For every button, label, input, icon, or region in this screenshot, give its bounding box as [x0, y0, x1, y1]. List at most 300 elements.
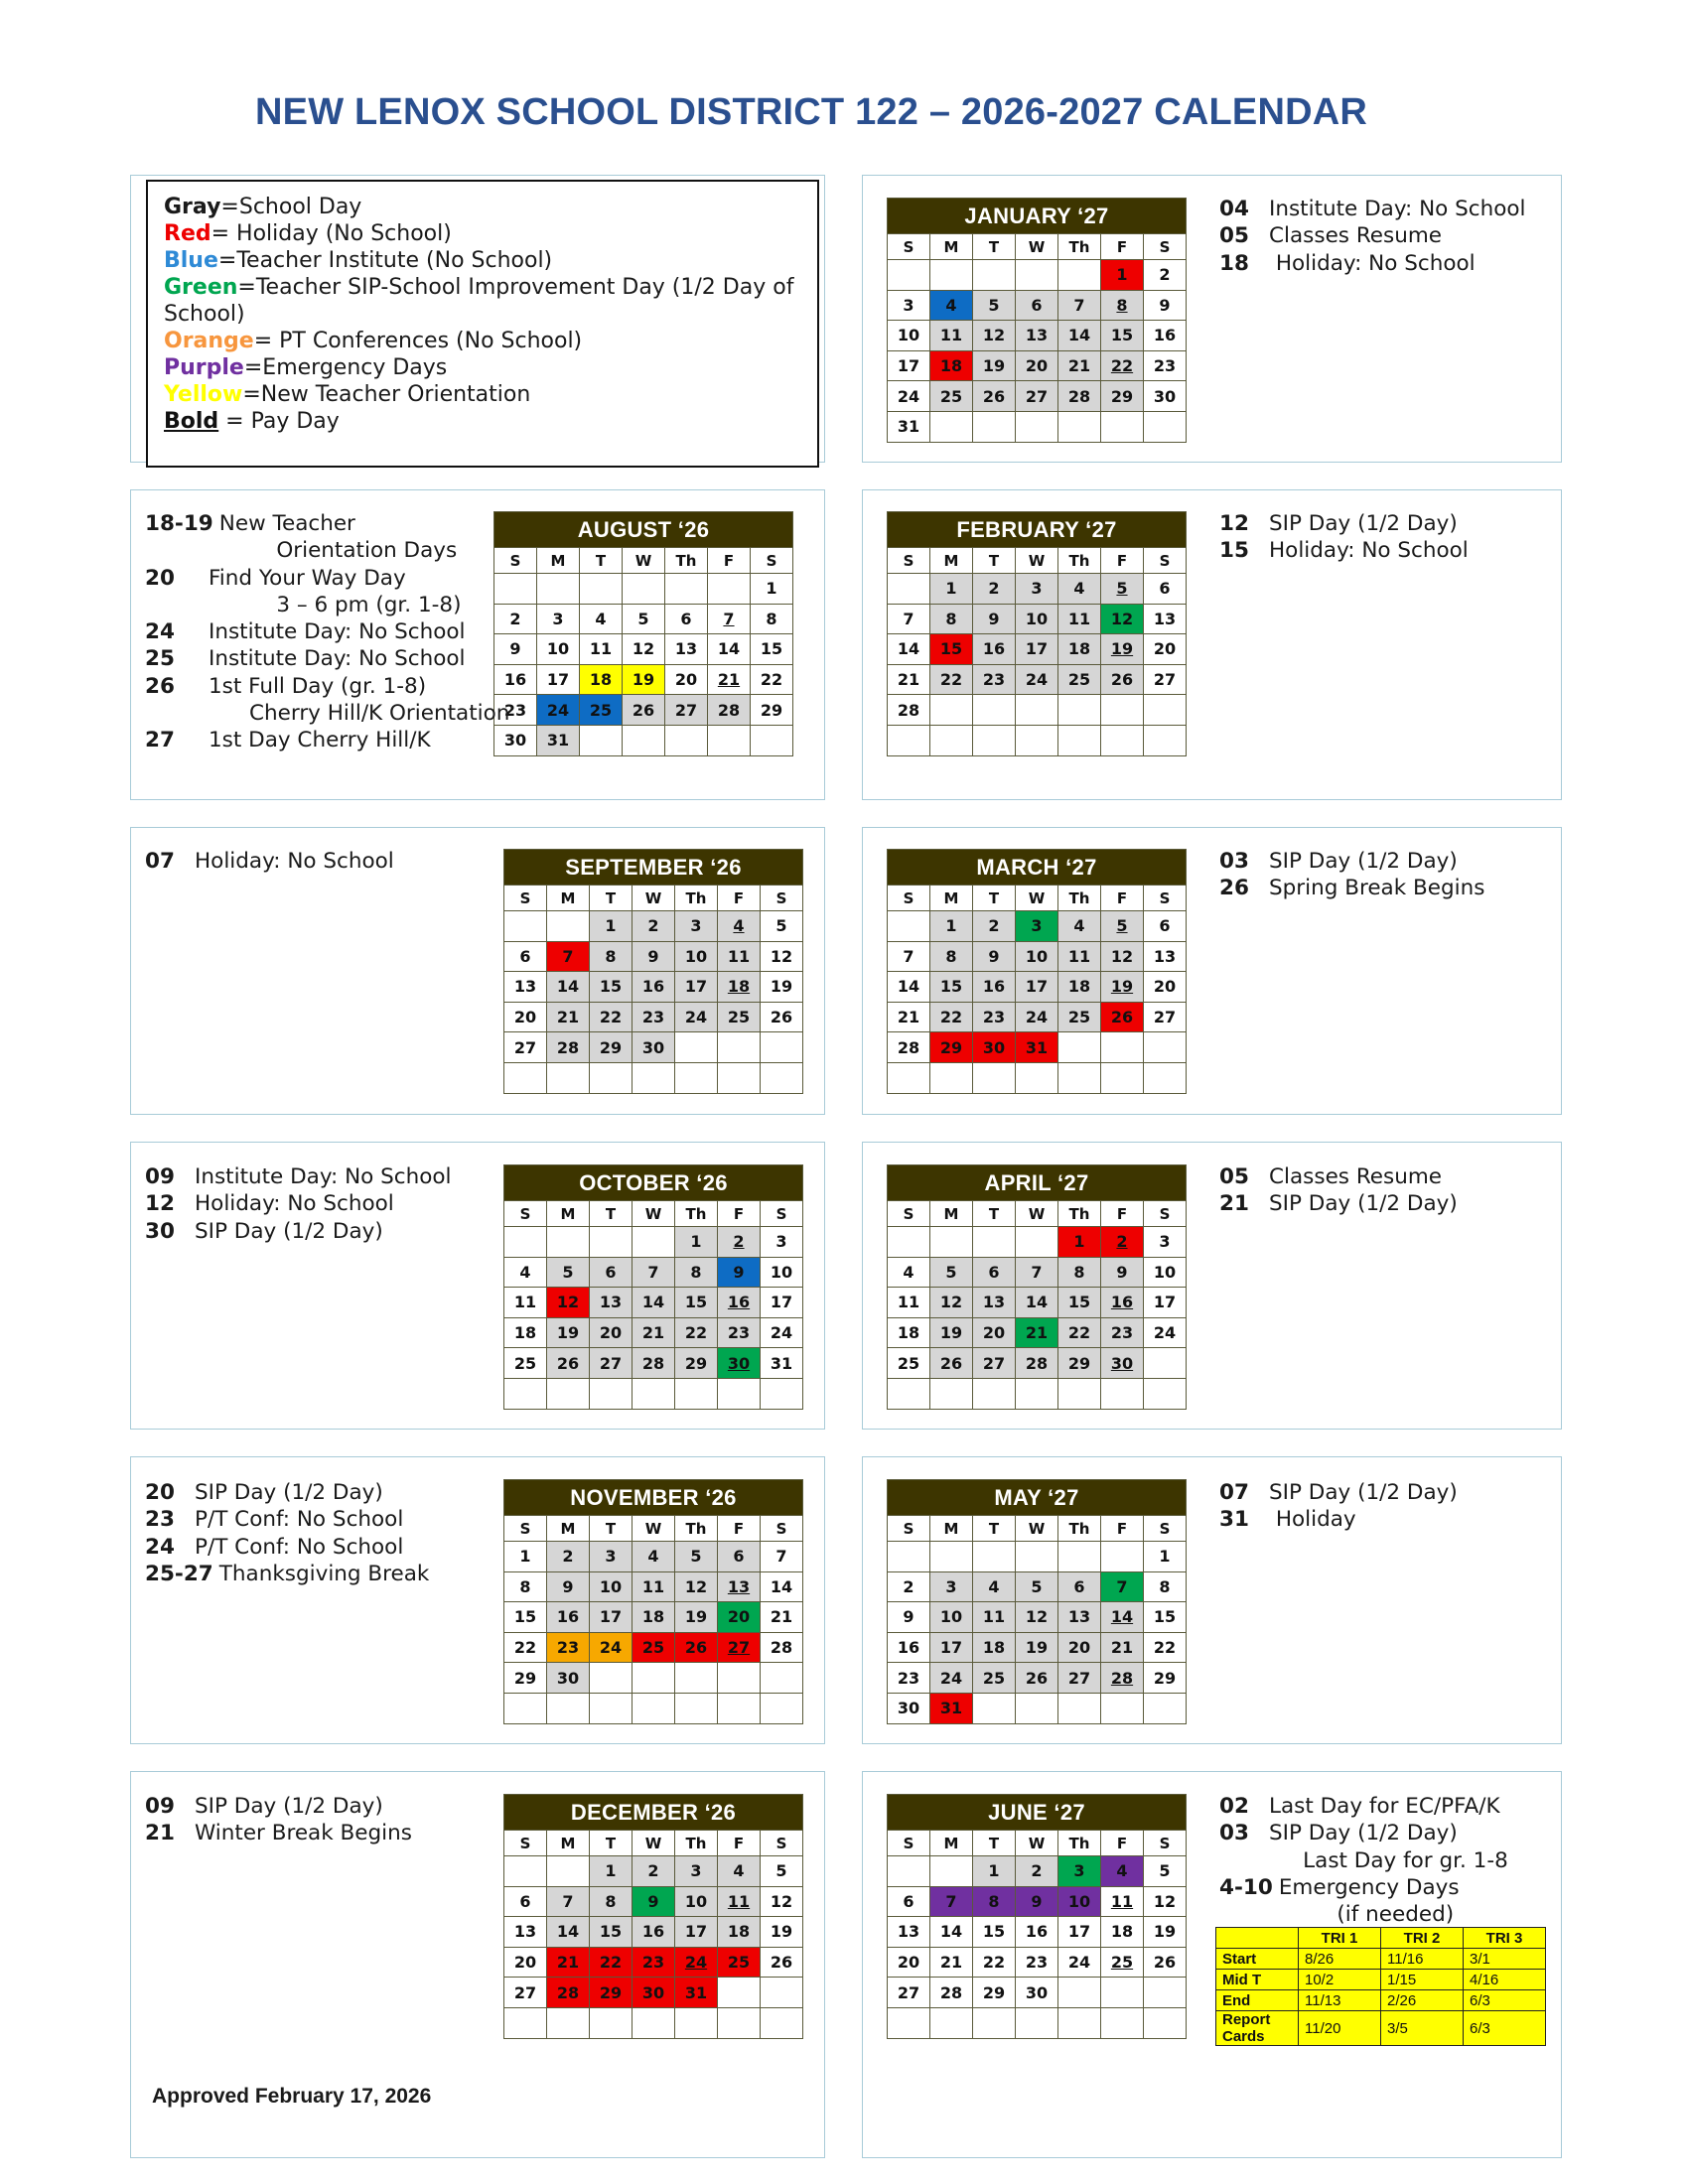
event-item: [1219, 537, 1469, 564]
weekday-label: Th: [1058, 548, 1101, 574]
day-cell: 28: [547, 1032, 590, 1063]
day-cell: 25: [973, 1663, 1016, 1694]
day-cell: 10: [761, 1257, 803, 1288]
week-row: [888, 725, 1187, 755]
day-cell: 23: [973, 1002, 1016, 1032]
day-cell: 23: [494, 695, 537, 726]
day-cell: 18: [1101, 1917, 1144, 1948]
legend-text: =School Day: [220, 195, 362, 219]
day-cell: 31: [761, 1348, 803, 1379]
weekday-label: W: [1016, 1201, 1058, 1227]
day-cell: [547, 1227, 590, 1258]
day-cell: [888, 574, 930, 605]
week-row: [888, 1227, 1187, 1258]
trimester-cell: 11/16: [1381, 1949, 1464, 1970]
day-cell: 19: [675, 1602, 718, 1633]
day-cell: 27: [1144, 664, 1187, 695]
day-cell: 17: [1058, 1917, 1101, 1948]
calendar-august-26: [493, 511, 793, 756]
day-cell: 2: [1016, 1856, 1058, 1887]
day-cell: [751, 725, 793, 755]
month-header-row: [888, 1480, 1187, 1516]
day-cell: 23: [973, 664, 1016, 695]
day-cell: 6: [665, 604, 708, 634]
week-row: [888, 1947, 1187, 1978]
day-cell: 11: [1058, 604, 1101, 634]
trimester-cell: 6/3: [1464, 1990, 1546, 2011]
trimester-cell: 8/26: [1299, 1949, 1381, 1970]
day-cell: 7: [888, 604, 930, 634]
event-item: [1219, 196, 1526, 222]
weekday-label: F: [1101, 886, 1144, 911]
event-date: [145, 537, 209, 564]
day-cell: 24: [675, 1947, 718, 1978]
month-name: NOVEMBER ‘26: [504, 1480, 803, 1516]
event-date: 25-27: [145, 1561, 213, 1586]
week-row: [504, 1571, 803, 1602]
day-cell: 13: [1016, 321, 1058, 351]
day-cell: 18: [888, 1317, 930, 1348]
weekday-row: [888, 234, 1187, 260]
day-cell: [675, 1062, 718, 1093]
day-cell: [1144, 2007, 1187, 2038]
day-cell: 24: [1016, 1002, 1058, 1032]
day-cell: 7: [633, 1257, 675, 1288]
day-cell: [1058, 1378, 1101, 1409]
day-cell: 12: [973, 321, 1016, 351]
day-cell: [973, 695, 1016, 726]
day-cell: 30: [547, 1663, 590, 1694]
event-item: [1219, 1506, 1458, 1533]
week-row: [888, 972, 1187, 1003]
day-cell: 11: [718, 941, 761, 972]
event-item: [145, 618, 509, 645]
legend-text: = PT Conferences (No School): [253, 329, 583, 353]
day-cell: 27: [1016, 381, 1058, 412]
day-cell: [1016, 1693, 1058, 1723]
day-cell: 22: [675, 1317, 718, 1348]
day-cell: 5: [930, 1257, 973, 1288]
day-cell: 8: [590, 1886, 633, 1917]
day-cell: [888, 725, 930, 755]
calendar-april-27: [887, 1164, 1187, 1410]
day-cell: 9: [1101, 1257, 1144, 1288]
legend-key: Blue: [164, 248, 218, 273]
day-cell: 8: [973, 1886, 1016, 1917]
event-item: [1219, 1793, 1508, 1820]
day-cell: 27: [1144, 1002, 1187, 1032]
day-cell: 23: [1016, 1947, 1058, 1978]
day-cell: 14: [547, 1917, 590, 1948]
day-cell: 29: [675, 1348, 718, 1379]
legend-item: [164, 354, 801, 381]
day-cell: [633, 1693, 675, 1723]
trimester-row-label: Report Cards: [1216, 2011, 1299, 2046]
weekday-row: [494, 548, 793, 574]
day-cell: 13: [665, 634, 708, 665]
day-cell: 20: [973, 1317, 1016, 1348]
event-item: [1219, 1479, 1458, 1506]
day-cell: 11: [1101, 1886, 1144, 1917]
trimester-row-label: Mid T: [1216, 1970, 1299, 1990]
day-cell: 15: [590, 1917, 633, 1948]
week-row: [504, 2007, 803, 2038]
weekday-label: Th: [1058, 1516, 1101, 1542]
day-cell: 7: [547, 1886, 590, 1917]
day-cell: 5: [761, 1856, 803, 1887]
day-cell: 26: [761, 1947, 803, 1978]
day-cell: 16: [547, 1602, 590, 1633]
day-cell: 1: [1058, 1227, 1101, 1258]
day-cell: 29: [590, 1032, 633, 1063]
day-cell: 13: [888, 1917, 930, 1948]
day-cell: [665, 725, 708, 755]
day-cell: 16: [633, 1917, 675, 1948]
week-row: [888, 1257, 1187, 1288]
day-cell: 21: [761, 1602, 803, 1633]
day-cell: [973, 1542, 1016, 1572]
week-row: [504, 1693, 803, 1723]
day-cell: 22: [930, 664, 973, 695]
day-cell: 21: [547, 1947, 590, 1978]
week-row: [888, 2007, 1187, 2038]
day-cell: 20: [1144, 634, 1187, 665]
day-cell: 19: [930, 1317, 973, 1348]
weekday-label: W: [633, 1516, 675, 1542]
approval-note: Approved February 17, 2026: [152, 2085, 432, 2108]
weekday-label: T: [973, 886, 1016, 911]
day-cell: 20: [665, 664, 708, 695]
day-cell: [1101, 1378, 1144, 1409]
day-cell: [675, 1693, 718, 1723]
legend-list: [164, 194, 801, 435]
day-cell: [504, 1856, 547, 1887]
day-cell: 6: [888, 1886, 930, 1917]
weekday-label: T: [973, 1201, 1016, 1227]
day-cell: 24: [930, 1663, 973, 1694]
event-date: [1219, 1847, 1269, 1874]
week-row: [888, 350, 1187, 381]
event-date: [145, 592, 209, 618]
day-cell: 9: [1144, 290, 1187, 321]
weekday-label: S: [1144, 234, 1187, 260]
day-cell: 26: [973, 381, 1016, 412]
day-cell: [590, 1227, 633, 1258]
day-cell: 6: [1144, 911, 1187, 942]
day-cell: 12: [930, 1288, 973, 1318]
week-row: [504, 1978, 803, 2008]
legend-item: [164, 274, 801, 301]
day-cell: 27: [665, 695, 708, 726]
event-text: 1st Day Cherry Hill/K: [209, 728, 431, 753]
event-date: 20: [145, 1480, 175, 1505]
day-cell: [930, 695, 973, 726]
event-text: (if needed): [1269, 1902, 1455, 1928]
week-row: [888, 1917, 1187, 1948]
weekday-label: M: [547, 1516, 590, 1542]
event-date: 15: [1219, 538, 1249, 564]
event-item: [1219, 1190, 1458, 1217]
weekday-label: Th: [1058, 1201, 1101, 1227]
event-item: [145, 565, 509, 592]
day-cell: 2: [633, 911, 675, 942]
trimester-cell: 10/2: [1299, 1970, 1381, 1990]
event-item: [1219, 875, 1484, 901]
day-cell: 31: [930, 1693, 973, 1723]
trimester-cell: 3/1: [1464, 1949, 1546, 1970]
day-cell: [1016, 411, 1058, 442]
day-cell: [973, 260, 1016, 291]
day-cell: 13: [973, 1288, 1016, 1318]
day-cell: 2: [888, 1571, 930, 1602]
legend-key: Green: [164, 275, 238, 300]
weekday-label: M: [547, 1831, 590, 1856]
trimester-row: [1216, 1990, 1546, 2011]
day-cell: 23: [718, 1317, 761, 1348]
day-cell: 14: [547, 972, 590, 1003]
event-item: [1219, 1163, 1458, 1190]
day-cell: 17: [537, 664, 580, 695]
day-cell: [761, 2007, 803, 2038]
day-cell: 11: [580, 634, 623, 665]
week-row: [504, 1032, 803, 1063]
day-cell: 4: [718, 1856, 761, 1887]
day-cell: 24: [761, 1317, 803, 1348]
day-cell: 16: [973, 972, 1016, 1003]
day-cell: 6: [590, 1257, 633, 1288]
day-cell: 2: [1144, 260, 1187, 291]
event-item: [1219, 1847, 1508, 1874]
event-text: Orientation Days: [209, 538, 458, 564]
day-cell: 21: [1016, 1317, 1058, 1348]
day-cell: 11: [504, 1288, 547, 1318]
weekday-label: Th: [675, 1831, 718, 1856]
weekday-label: M: [930, 1516, 973, 1542]
day-cell: 29: [973, 1978, 1016, 2008]
day-cell: 1: [751, 574, 793, 605]
day-cell: 11: [888, 1288, 930, 1318]
day-cell: 19: [973, 350, 1016, 381]
day-cell: [973, 411, 1016, 442]
day-cell: [590, 1693, 633, 1723]
day-cell: 29: [751, 695, 793, 726]
weekday-label: W: [633, 886, 675, 911]
day-cell: 26: [1144, 1947, 1187, 1978]
day-cell: 28: [708, 695, 751, 726]
day-cell: 5: [1144, 1856, 1187, 1887]
event-date: 09: [145, 1794, 175, 1819]
weekday-label: S: [761, 1831, 803, 1856]
day-cell: 1: [1144, 1542, 1187, 1572]
event-date: 02: [1219, 1794, 1249, 1819]
month-name: MARCH ‘27: [888, 850, 1187, 886]
day-cell: 30: [1016, 1978, 1058, 2008]
day-cell: [888, 1227, 930, 1258]
day-cell: 8: [751, 604, 793, 634]
event-text: 1st Full Day (gr. 1-8): [209, 673, 427, 699]
event-item: [145, 1820, 412, 1846]
week-row: [888, 1886, 1187, 1917]
day-cell: 12: [761, 941, 803, 972]
month-header-row: [888, 850, 1187, 886]
day-cell: 7: [1101, 1571, 1144, 1602]
weekday-label: S: [504, 886, 547, 911]
event-date: 18-19: [145, 511, 213, 536]
day-cell: [1144, 1062, 1187, 1093]
day-cell: [1144, 1348, 1187, 1379]
trimester-header: TRI 1: [1299, 1928, 1381, 1949]
day-cell: 16: [973, 634, 1016, 665]
day-cell: 17: [1144, 1288, 1187, 1318]
day-cell: 1: [590, 1856, 633, 1887]
day-cell: [675, 1663, 718, 1694]
day-cell: 19: [1101, 634, 1144, 665]
event-item: [145, 1506, 429, 1533]
week-row: [504, 1886, 803, 1917]
day-cell: 27: [504, 1978, 547, 2008]
day-cell: 20: [718, 1602, 761, 1633]
day-cell: [1101, 725, 1144, 755]
week-row: [504, 1663, 803, 1694]
day-cell: 26: [1101, 1002, 1144, 1032]
day-cell: 10: [675, 1886, 718, 1917]
day-cell: 10: [1058, 1886, 1101, 1917]
day-cell: [761, 1693, 803, 1723]
day-cell: 11: [973, 1602, 1016, 1633]
day-cell: 18: [718, 972, 761, 1003]
day-cell: [888, 1062, 930, 1093]
day-cell: [580, 725, 623, 755]
event-date: 03: [1219, 849, 1249, 874]
event-text: Find Your Way Day: [209, 565, 406, 591]
day-cell: 4: [580, 604, 623, 634]
day-cell: 12: [1016, 1602, 1058, 1633]
day-cell: 29: [590, 1978, 633, 2008]
weekday-label: Th: [675, 1516, 718, 1542]
month-header-row: [504, 1480, 803, 1516]
week-row: [888, 290, 1187, 321]
weekday-label: F: [1101, 1201, 1144, 1227]
week-row: [888, 695, 1187, 726]
day-cell: 1: [930, 911, 973, 942]
day-cell: 2: [1101, 1227, 1144, 1258]
weekday-row: [504, 1516, 803, 1542]
day-cell: [718, 1032, 761, 1063]
day-cell: 13: [590, 1288, 633, 1318]
day-cell: 30: [633, 1978, 675, 2008]
day-cell: 18: [633, 1602, 675, 1633]
event-text: SIP Day (1/2 Day): [195, 1218, 383, 1244]
day-cell: 1: [1101, 260, 1144, 291]
trimester-row: [1216, 1949, 1546, 1970]
day-cell: 15: [930, 634, 973, 665]
day-cell: 20: [504, 1947, 547, 1978]
event-date: 30: [145, 1218, 175, 1244]
event-text: P/T Conf: No School: [195, 1534, 404, 1560]
day-cell: 27: [590, 1348, 633, 1379]
day-cell: 8: [1101, 290, 1144, 321]
event-item: [145, 727, 509, 753]
event-item: [145, 1479, 429, 1506]
event-text: P/T Conf: No School: [195, 1507, 404, 1533]
weekday-row: [888, 548, 1187, 574]
weekday-label: F: [1101, 548, 1144, 574]
day-cell: 11: [633, 1571, 675, 1602]
weekday-label: S: [888, 1201, 930, 1227]
day-cell: 8: [590, 941, 633, 972]
day-cell: [1101, 1032, 1144, 1063]
event-item: [145, 848, 394, 875]
event-date: 18: [1219, 250, 1249, 276]
weekday-label: T: [973, 1516, 1016, 1542]
week-row: [888, 911, 1187, 942]
legend-item: [164, 381, 801, 408]
event-date: 05: [1219, 223, 1249, 249]
day-cell: 15: [930, 972, 973, 1003]
day-cell: [1101, 411, 1144, 442]
day-cell: 22: [973, 1947, 1016, 1978]
day-cell: 24: [1058, 1947, 1101, 1978]
week-row: [888, 1317, 1187, 1348]
day-cell: [504, 1062, 547, 1093]
day-cell: 9: [888, 1602, 930, 1633]
day-cell: 31: [888, 411, 930, 442]
day-cell: 4: [1058, 911, 1101, 942]
event-text: Institute Day: No School: [209, 619, 466, 645]
day-cell: 21: [930, 1947, 973, 1978]
trimester-cell: 1/15: [1381, 1970, 1464, 1990]
weekday-label: S: [761, 1516, 803, 1542]
day-cell: 8: [930, 941, 973, 972]
event-date: 04: [1219, 197, 1249, 221]
day-cell: 27: [718, 1632, 761, 1663]
day-cell: 3: [1144, 1227, 1187, 1258]
day-cell: 13: [1144, 604, 1187, 634]
event-text: Winter Break Begins: [195, 1821, 412, 1846]
day-cell: 10: [888, 321, 930, 351]
weekday-label: T: [973, 1831, 1016, 1856]
day-cell: 13: [504, 1917, 547, 1948]
weekday-label: W: [633, 1201, 675, 1227]
event-text: SIP Day (1/2 Day): [1269, 1821, 1458, 1846]
calendar-october-26: [503, 1164, 803, 1410]
event-text: Holiday: No School: [195, 1191, 394, 1217]
event-text: Institute Day: No School: [1269, 197, 1526, 221]
weekday-row: [504, 1831, 803, 1856]
day-cell: 25: [888, 1348, 930, 1379]
day-cell: 28: [547, 1978, 590, 2008]
day-cell: 19: [623, 664, 665, 695]
day-cell: 24: [590, 1632, 633, 1663]
page-title: NEW LENOX SCHOOL DISTRICT 122 – 2026-2027 CALENDAR: [255, 91, 1368, 133]
day-cell: 16: [633, 972, 675, 1003]
day-cell: 7: [761, 1542, 803, 1572]
week-row: [504, 1947, 803, 1978]
day-cell: 30: [1101, 1348, 1144, 1379]
day-cell: 5: [623, 604, 665, 634]
day-cell: 14: [761, 1571, 803, 1602]
day-cell: 22: [590, 1002, 633, 1032]
legend-item: [164, 220, 801, 247]
day-cell: 7: [930, 1886, 973, 1917]
day-cell: 28: [1058, 381, 1101, 412]
day-cell: [930, 2007, 973, 2038]
day-cell: [930, 1227, 973, 1258]
day-cell: 8: [930, 604, 973, 634]
day-cell: 14: [708, 634, 751, 665]
day-cell: 16: [494, 664, 537, 695]
day-cell: [761, 1978, 803, 2008]
